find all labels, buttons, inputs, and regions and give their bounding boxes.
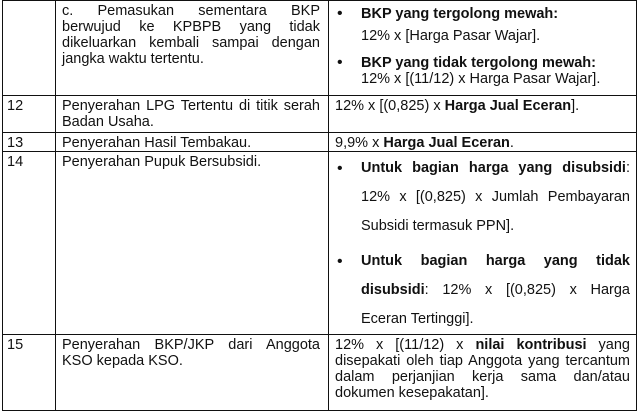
item-body: 12% x [Harga Pasar Wajar].: [361, 28, 541, 44]
description-text: Penyerahan Hasil Tembakau.: [62, 135, 252, 151]
description-cell: [56, 335, 329, 411]
formula-text: yang disepakati oleh tiap Anggota yang tercantum dalam perjanjian kerja sama dan/atau dokumen kesepakatan].: [335, 337, 630, 401]
item-body: : 12% x [(0,825) x Harga Eceran Tertinggi].: [361, 282, 630, 327]
description-text: Penyerahan Pupuk Bersubsidi.: [62, 154, 262, 170]
number-cell: 15: [3, 335, 56, 411]
table-row: [3, 96, 637, 133]
formula-text: 12% x [(11/12) x: [335, 337, 476, 353]
item-heading: Untuk bagian harga yang disubsidi: [361, 160, 626, 176]
list-item: [335, 247, 630, 334]
description-cell: [56, 152, 329, 335]
formula-text: ].: [571, 98, 580, 114]
item-heading: BKP yang tidak tergolong mewah:: [361, 55, 596, 71]
number-cell: [3, 1, 56, 96]
bullet-icon: •: [337, 253, 343, 270]
description-cell: [56, 96, 329, 133]
formula-cell: [329, 335, 637, 411]
formula-text: .: [509, 135, 514, 151]
number-cell: 12: [3, 96, 56, 133]
formula-cell: [329, 96, 637, 133]
formula-cell: [329, 1, 637, 96]
tariff-table: [2, 0, 637, 411]
bullet-icon: •: [337, 5, 343, 22]
item-heading: Untuk bagian harga yang tidak disubsidi: [361, 253, 630, 298]
table-row: [3, 152, 637, 335]
item-body: 12% x [(11/12) x Harga Pasar Wajar].: [361, 71, 601, 87]
list-item: [335, 55, 630, 87]
bullet-icon: •: [337, 160, 343, 177]
formula-cell: [329, 133, 637, 152]
table-row: [3, 335, 637, 411]
number-cell: 14: [3, 152, 56, 335]
item-body: : 12% x [(0,825) x Jumlah Pembayaran Subsidi termasuk PPN].: [361, 160, 630, 234]
description-cell: [56, 1, 329, 96]
list-item: [335, 3, 630, 47]
formula-bold: nilai kontribusi: [475, 337, 587, 353]
description-text: Penyerahan BKP/JKP dari Anggota KSO kepada KSO.: [62, 337, 320, 369]
list-item: [335, 154, 630, 241]
item-heading: BKP yang tergolong mewah:: [361, 6, 559, 22]
formula-bold: Harga Jual Eceran: [383, 135, 510, 151]
description-cell: [56, 133, 329, 152]
formula-text: 12% x [(0,825) x: [335, 98, 445, 114]
table-row: [3, 1, 637, 96]
number-cell: 13: [3, 133, 56, 152]
formula-bold: Harga Jual Eceran: [444, 98, 572, 114]
bullet-icon: •: [337, 54, 343, 71]
formula-text: 9,9% x: [335, 135, 384, 151]
formula-cell: [329, 152, 637, 335]
formula-list: [335, 3, 630, 87]
description-text: Penyerahan LPG Tertentu di titik serah Badan Usaha.: [62, 98, 320, 130]
formula-list: [335, 154, 630, 334]
table-row: [3, 133, 637, 152]
description-text: c. Pemasukan sementara BKP berwujud ke KPBPB yang tidak dikeluarkan kembali sampai dengan jangka waktu tertentu.: [62, 3, 320, 67]
